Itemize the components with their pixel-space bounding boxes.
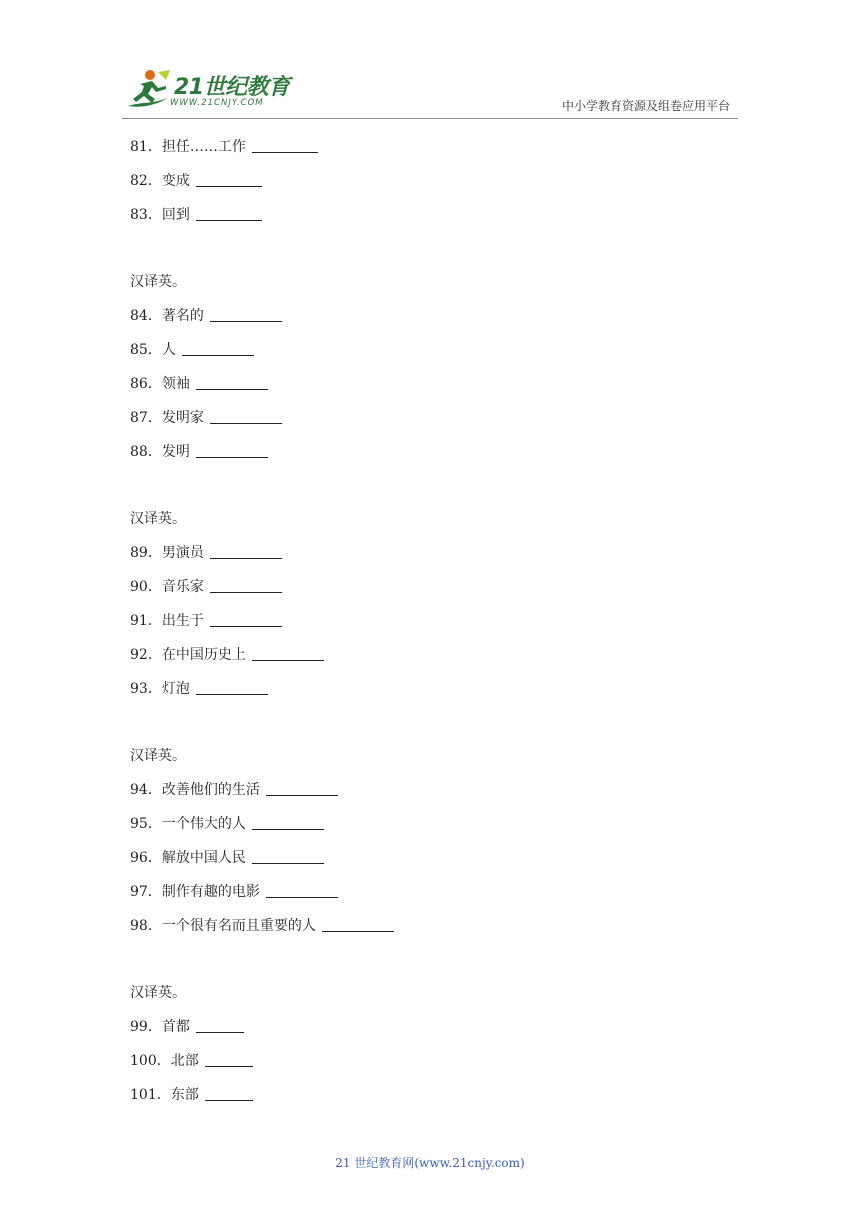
logo-url: WWW.21CNJY.COM [170,98,264,108]
list-item: 100．北部 [130,1044,750,1078]
page-footer: 21 世纪教育网(www.21cnjy.com) [335,1156,525,1170]
answer-blank[interactable] [210,422,282,424]
list-item: 87．发明家 [130,401,750,435]
list-item: 83．回到 [130,198,750,232]
answer-blank[interactable] [196,219,262,221]
answer-blank[interactable] [252,659,324,661]
section-heading: 汉译英。 [130,748,186,764]
answer-blank[interactable] [205,1065,253,1067]
answer-blank[interactable] [210,625,282,627]
answer-blank[interactable] [196,185,262,187]
list-item: 101．东部 [130,1078,750,1112]
list-item: 97．制作有趣的电影 [130,875,750,909]
runner-logo-icon [122,68,172,116]
answer-blank[interactable] [196,456,268,458]
answer-blank[interactable] [266,896,338,898]
section-heading: 汉译英。 [130,274,186,290]
exercise-list [130,130,750,1112]
answer-blank[interactable] [210,557,282,559]
answer-blank[interactable] [210,320,282,322]
list-item: 96．解放中国人民 [130,841,750,875]
answer-blank[interactable] [210,591,282,593]
answer-blank[interactable] [196,1031,244,1033]
list-item: 88．发明 [130,435,750,469]
section-heading: 汉译英。 [130,511,186,527]
list-item: 86．领袖 [130,367,750,401]
list-item: 81．担任……工作 [130,130,750,164]
list-item: 89．男演员 [130,536,750,570]
page-header [0,0,860,125]
answer-blank[interactable] [205,1099,253,1101]
answer-blank[interactable] [252,862,324,864]
list-item: 85．人 [130,333,750,367]
answer-blank[interactable] [182,354,254,356]
answer-blank[interactable] [196,388,268,390]
platform-title: 中小学教育资源及组卷应用平台 [561,99,730,113]
list-item: 92．在中国历史上 [130,638,750,672]
list-item: 98．一个很有名而且重要的人 [130,909,750,943]
list-item: 90．音乐家 [130,570,750,604]
header-divider [122,118,738,119]
logo-text: 21世纪教育 [174,75,290,100]
list-item: 99．首都 [130,1010,750,1044]
section-heading: 汉译英。 [130,985,186,1001]
list-item: 82．变成 [130,164,750,198]
answer-blank[interactable] [252,151,318,153]
list-item: 93．灯泡 [130,672,750,706]
list-item: 84．著名的 [130,299,750,333]
answer-blank[interactable] [266,794,338,796]
list-item: 94．改善他们的生活 [130,773,750,807]
answer-blank[interactable] [196,693,268,695]
logo [122,68,297,116]
answer-blank[interactable] [252,828,324,830]
answer-blank[interactable] [322,930,394,932]
list-item: 95．一个伟大的人 [130,807,750,841]
list-item: 91．出生于 [130,604,750,638]
